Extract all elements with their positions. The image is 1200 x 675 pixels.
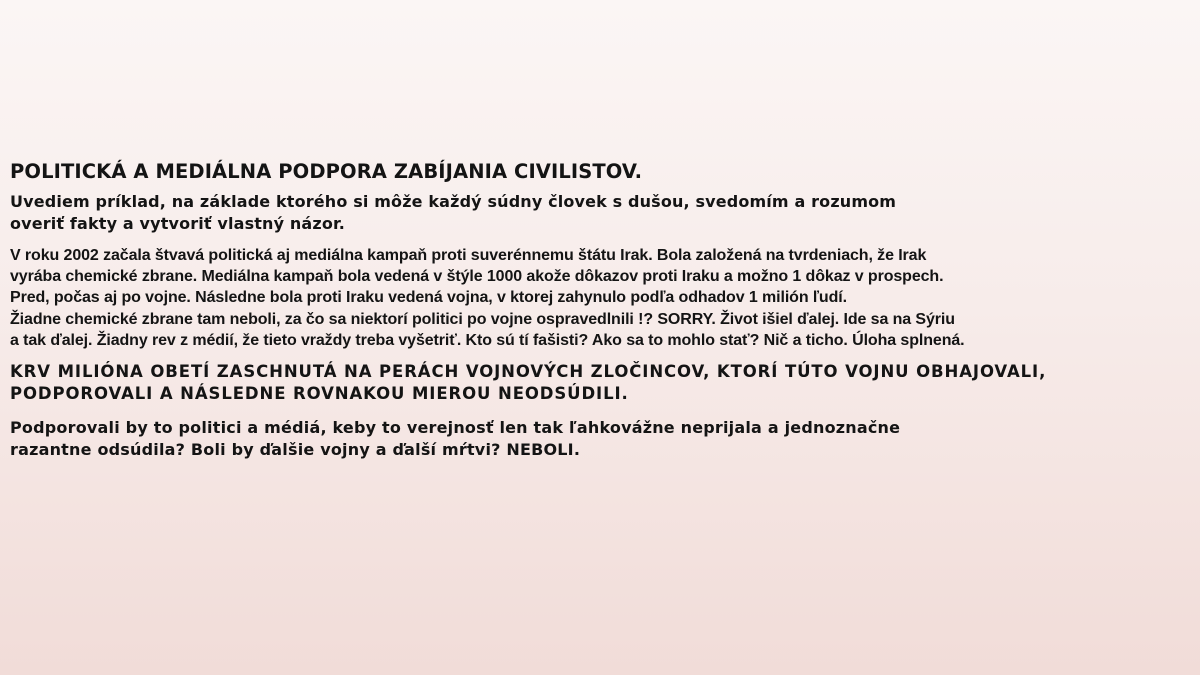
intro-line: Uvediem príklad, na základe ktorého si môže každý súdny človek s dušou, svedomím a rozumom xyxy=(10,192,897,211)
body-line: Žiadne chemické zbrane tam neboli, za čo sa niektorí politici po vojne ospravedlnili !? SORRY. Život išiel ďalej. Ide sa na Sýriu xyxy=(10,310,955,328)
body-line: Pred, počas aj po vojne. Následne bola proti Iraku vedená vojna, v ktorej zahynulo podľa odhadov 1 milión ľudí. xyxy=(10,289,847,307)
document xyxy=(10,157,1195,461)
emphasis-line: KRV MILIÓNA OBETÍ ZASCHNUTÁ NA PERÁCH VOJNOVÝCH ZLOČINCOV, KTORÍ TÚTO VOJNU OBHAJOVALI, xyxy=(10,362,1047,382)
emphasis-paragraph xyxy=(10,361,1195,405)
body-line: a tak ďalej. Žiadny rev z médií, že tieto vraždy treba vyšetriť. Kto sú tí fašisti? Ako sa to mohlo stať? Nič a ticho. Úloha splnená. xyxy=(10,331,965,349)
closing-paragraph xyxy=(10,417,1195,461)
document-title: POLITICKÁ A MEDIÁLNA PODPORA ZABÍJANIA CIVILISTOV. xyxy=(10,160,643,183)
intro-line: overiť fakty a vytvoriť vlastný názor. xyxy=(10,213,345,233)
closing-line: razantne odsúdila? Boli by ďalšie vojny a ďalší mŕtvi? NEBOLI. xyxy=(10,440,581,460)
closing-line: Podporovali by to politici a médiá, keby to verejnosť len tak ľahkovážne neprijala a jednoznačne xyxy=(10,418,901,438)
intro-paragraph xyxy=(10,191,1195,234)
body-line: V roku 2002 začala štvavá politická aj mediálna kampaň proti suverénnemu štátu Irak. Bola založená na tvrdeniach, že Irak xyxy=(10,247,927,264)
emphasis-line: PODPOROVALI A NÁSLEDNE ROVNAKOU MIEROU NEODSÚDILI. xyxy=(10,384,629,404)
body-line: vyrába chemické zbrane. Mediálna kampaň bola vedená v štýle 1000 akože dôkazov proti Iraku a možno 1 dôkaz v prospech. xyxy=(10,268,944,286)
body-paragraph xyxy=(10,245,1195,351)
